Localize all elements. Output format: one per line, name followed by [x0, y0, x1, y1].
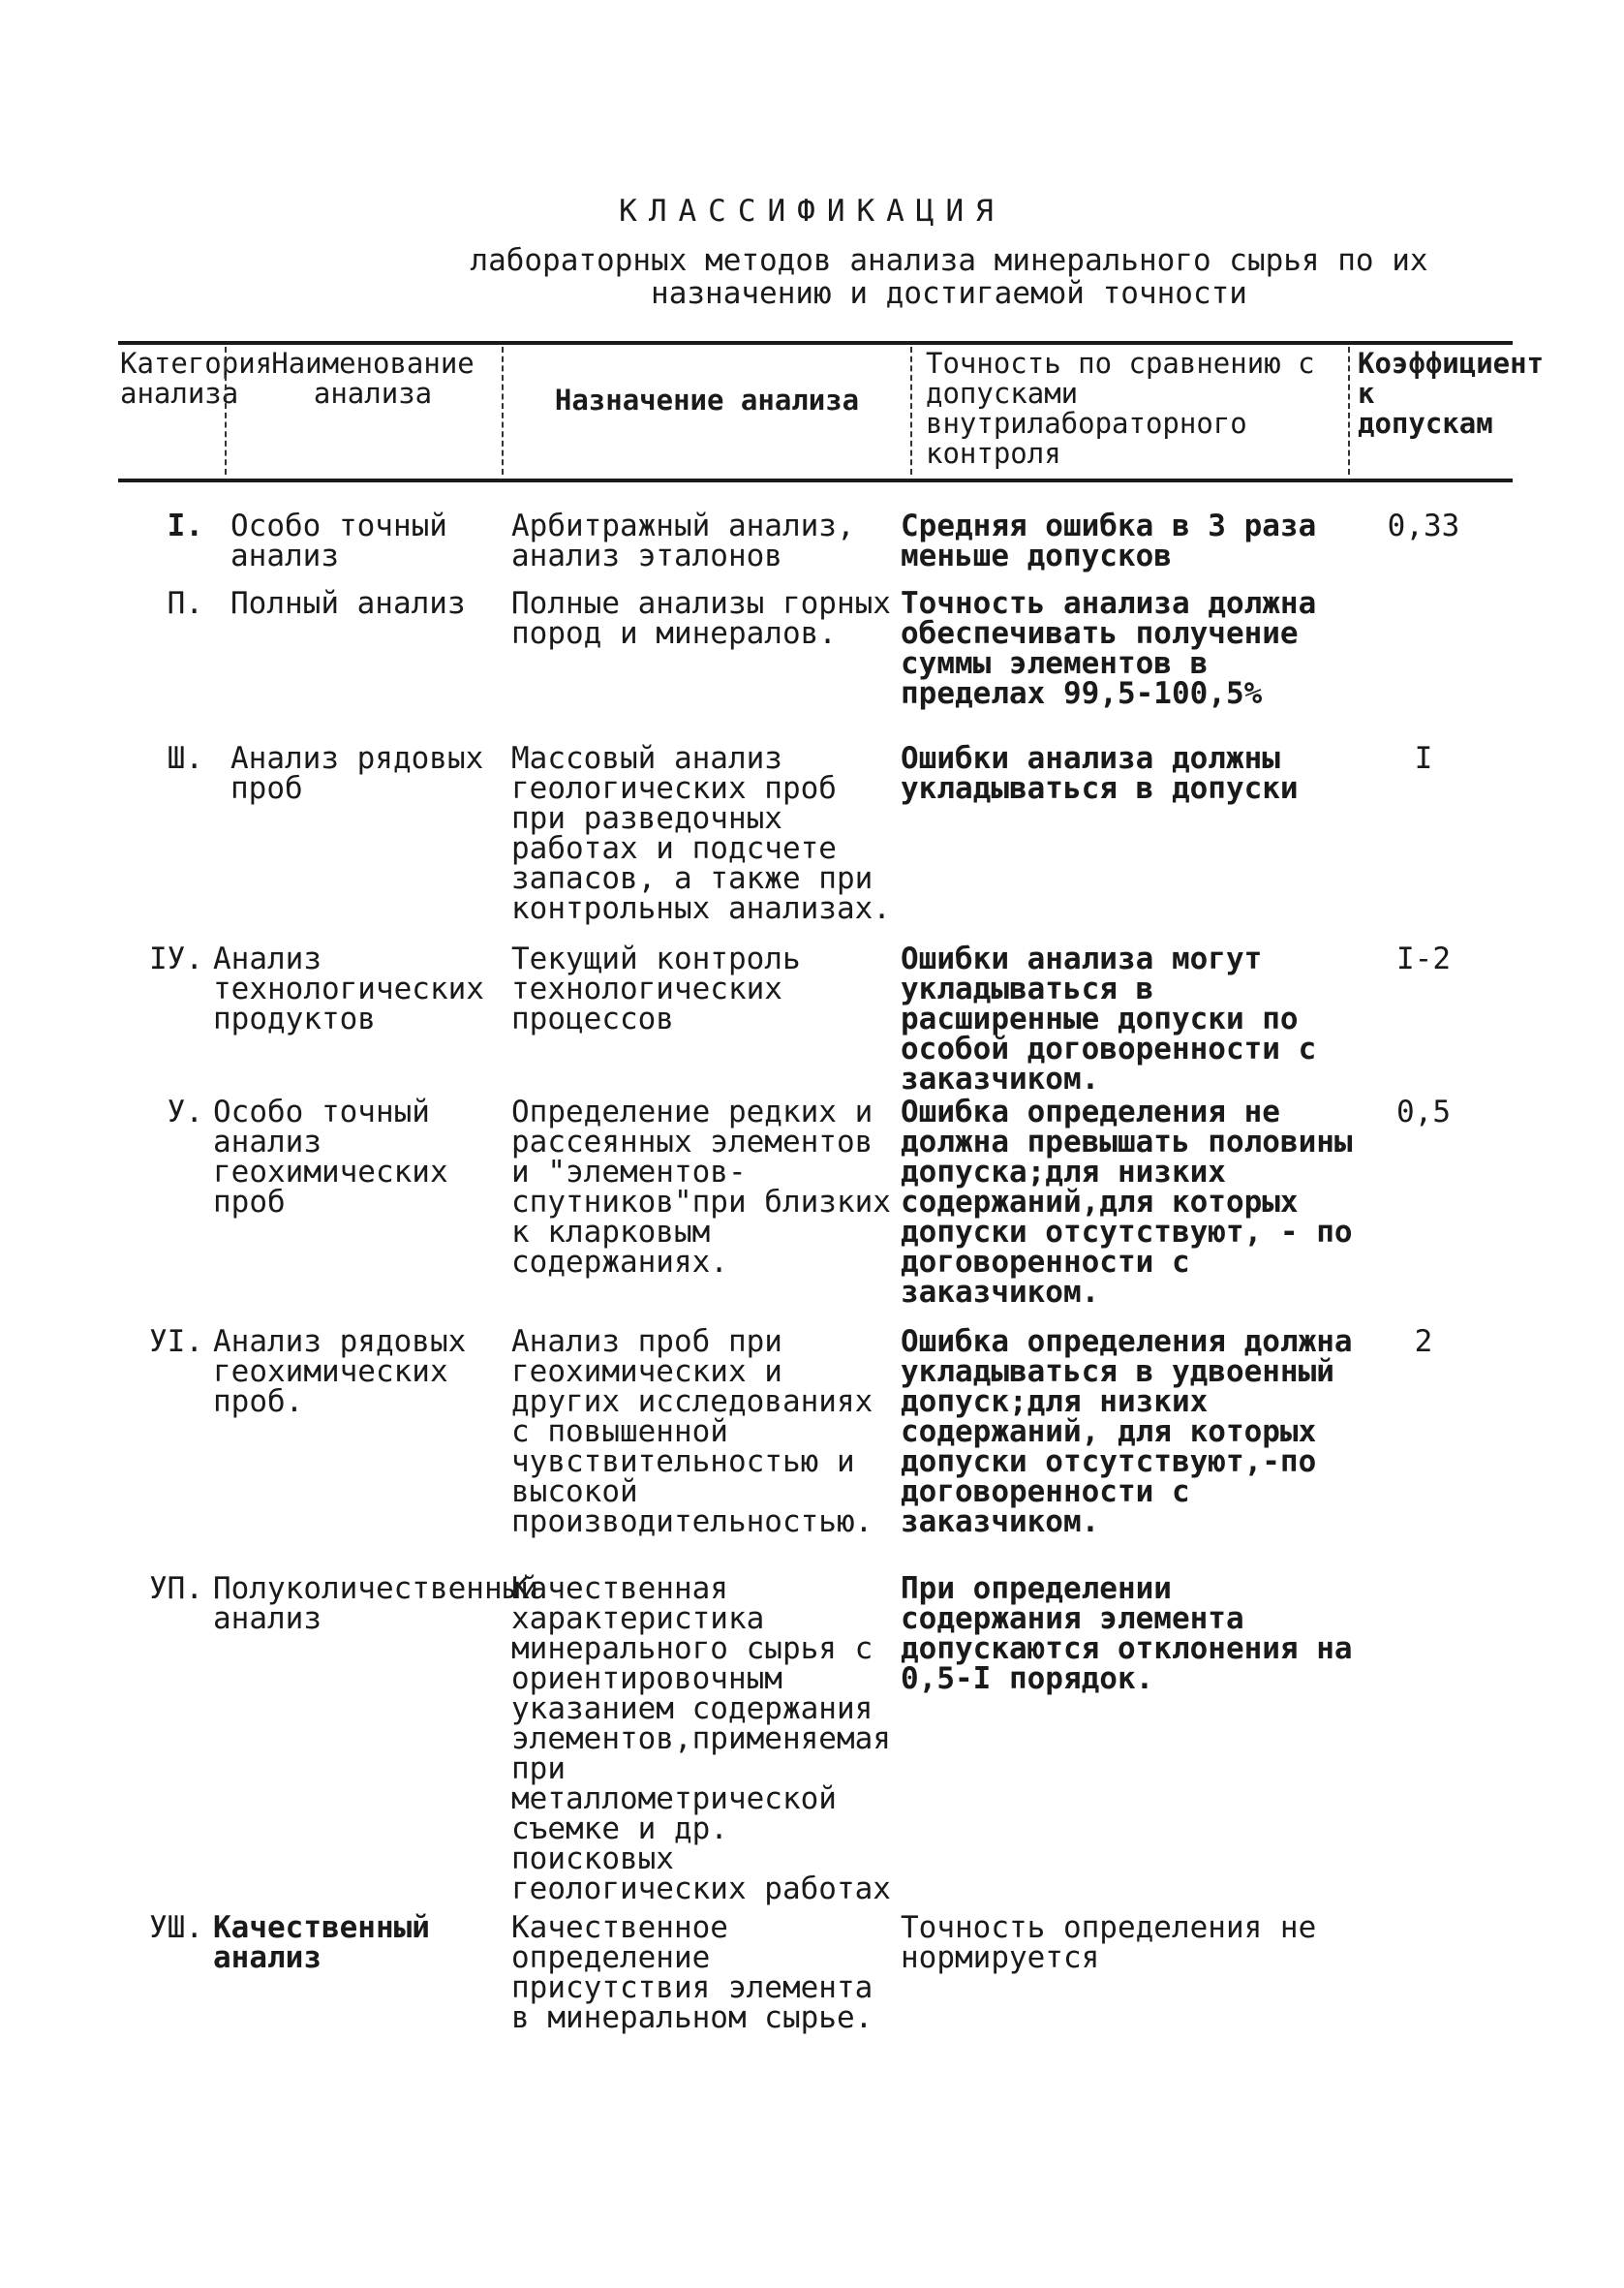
row-category: УШ. — [149, 1910, 203, 1945]
row-accuracy: Ошибка определения не должна превышать половины допуска;для низких содержаний,для которых допуски отсутствуют, - по договоренности с заказчиком. — [901, 1095, 1353, 1310]
row-category: УI. — [149, 1324, 203, 1359]
column-separator — [910, 347, 912, 475]
row-coefficient: 2 — [1414, 1324, 1433, 1359]
row-purpose: Массовый анализ геологических проб при разведочных работах и подсчете запасов, а также при контрольных анализах. — [511, 741, 891, 926]
row-purpose: Анализ проб при геохимических и других исследованиях с повышенной чувствительностью и высокой производительностью. — [511, 1324, 873, 1539]
column-separator — [1348, 347, 1350, 475]
row-coefficient: 0,33 — [1387, 509, 1460, 543]
row-name: Анализ рядовых геохимических проб. — [213, 1324, 467, 1419]
row-coefficient: 0,5 — [1396, 1095, 1451, 1129]
row-accuracy: Ошибки анализа могут укладываться в расширенные допуски по особой договоренности с заказчиком. — [901, 942, 1317, 1097]
row-category: IУ. — [149, 942, 203, 976]
table-header-bottom-rule — [118, 479, 1513, 482]
row-name: Особо точный анализ — [230, 509, 447, 573]
column-header-coefficient: Коэффициент к допускам — [1358, 347, 1545, 440]
row-accuracy: Ошибки анализа должны укладываться в допуски — [901, 741, 1299, 806]
column-header-accuracy: Точность по сравнению с допусками внутрилабораторного контроля — [926, 347, 1315, 470]
row-coefficient: I — [1414, 741, 1433, 776]
row-accuracy: При определении содержания элемента допускаются отклонения на 0,5-I порядок. — [901, 1571, 1353, 1696]
row-name: Анализ технологических продуктов — [213, 942, 484, 1036]
row-accuracy: Средняя ошибка в 3 раза меньше допусков — [901, 509, 1317, 573]
row-purpose: Качественное определение присутствия элемента в минеральном сырье. — [511, 1910, 873, 2035]
column-separator — [502, 347, 504, 475]
row-accuracy: Точность анализа должна обеспечивать получение суммы элементов в пределах 99,5-100,5% — [901, 586, 1317, 711]
row-name: Полный анализ — [230, 586, 466, 621]
document-title: КЛАССИФИКАЦИЯ — [619, 194, 1005, 229]
row-purpose: Арбитражный анализ, анализ эталонов — [511, 509, 855, 573]
column-header-purpose: Назначение анализа — [554, 384, 860, 417]
row-name: Особо точный анализ геохимических проб — [213, 1095, 448, 1220]
row-category: П. — [167, 586, 203, 621]
row-category: I. — [167, 509, 203, 543]
row-category: У. — [167, 1095, 203, 1129]
row-accuracy: Ошибка определения должна укладываться в удвоенный допуск;для низких содержаний, для которых допуски отсутствуют,-по договоренности с заказчиком. — [901, 1324, 1353, 1539]
row-name: Анализ рядовых проб — [230, 741, 484, 806]
row-purpose: Полные анализы горных пород и минералов. — [511, 586, 891, 651]
document-subtitle: лабораторных методов анализа минерального сырья по их назначению и достигаемой точности — [470, 243, 1428, 311]
row-category: Ш. — [167, 741, 203, 776]
row-category: УП. — [149, 1571, 203, 1606]
row-purpose: Текущий контроль технологических процессов — [511, 942, 801, 1036]
row-purpose: Определение редких и рассеянных элементов и "элементов-спутников"при близких к кларковым содержаниях. — [511, 1095, 891, 1280]
row-name: Полуколичественный анализ — [213, 1571, 538, 1636]
column-header-category: Категория анализа — [120, 347, 273, 410]
row-coefficient: I-2 — [1396, 942, 1451, 976]
row-name: Качественный анализ — [213, 1910, 430, 1975]
column-header-name: Наименование анализа — [271, 347, 475, 410]
row-accuracy: Точность определения не нормируется — [901, 1910, 1317, 1975]
table-top-rule — [118, 341, 1513, 345]
column-separator — [225, 347, 227, 475]
row-purpose: Качественная характеристика минерального сырья с ориентировочным указанием содержания элементов,применяемая при металлометрической съемке и др. поисковых геологических работах — [511, 1571, 891, 1906]
